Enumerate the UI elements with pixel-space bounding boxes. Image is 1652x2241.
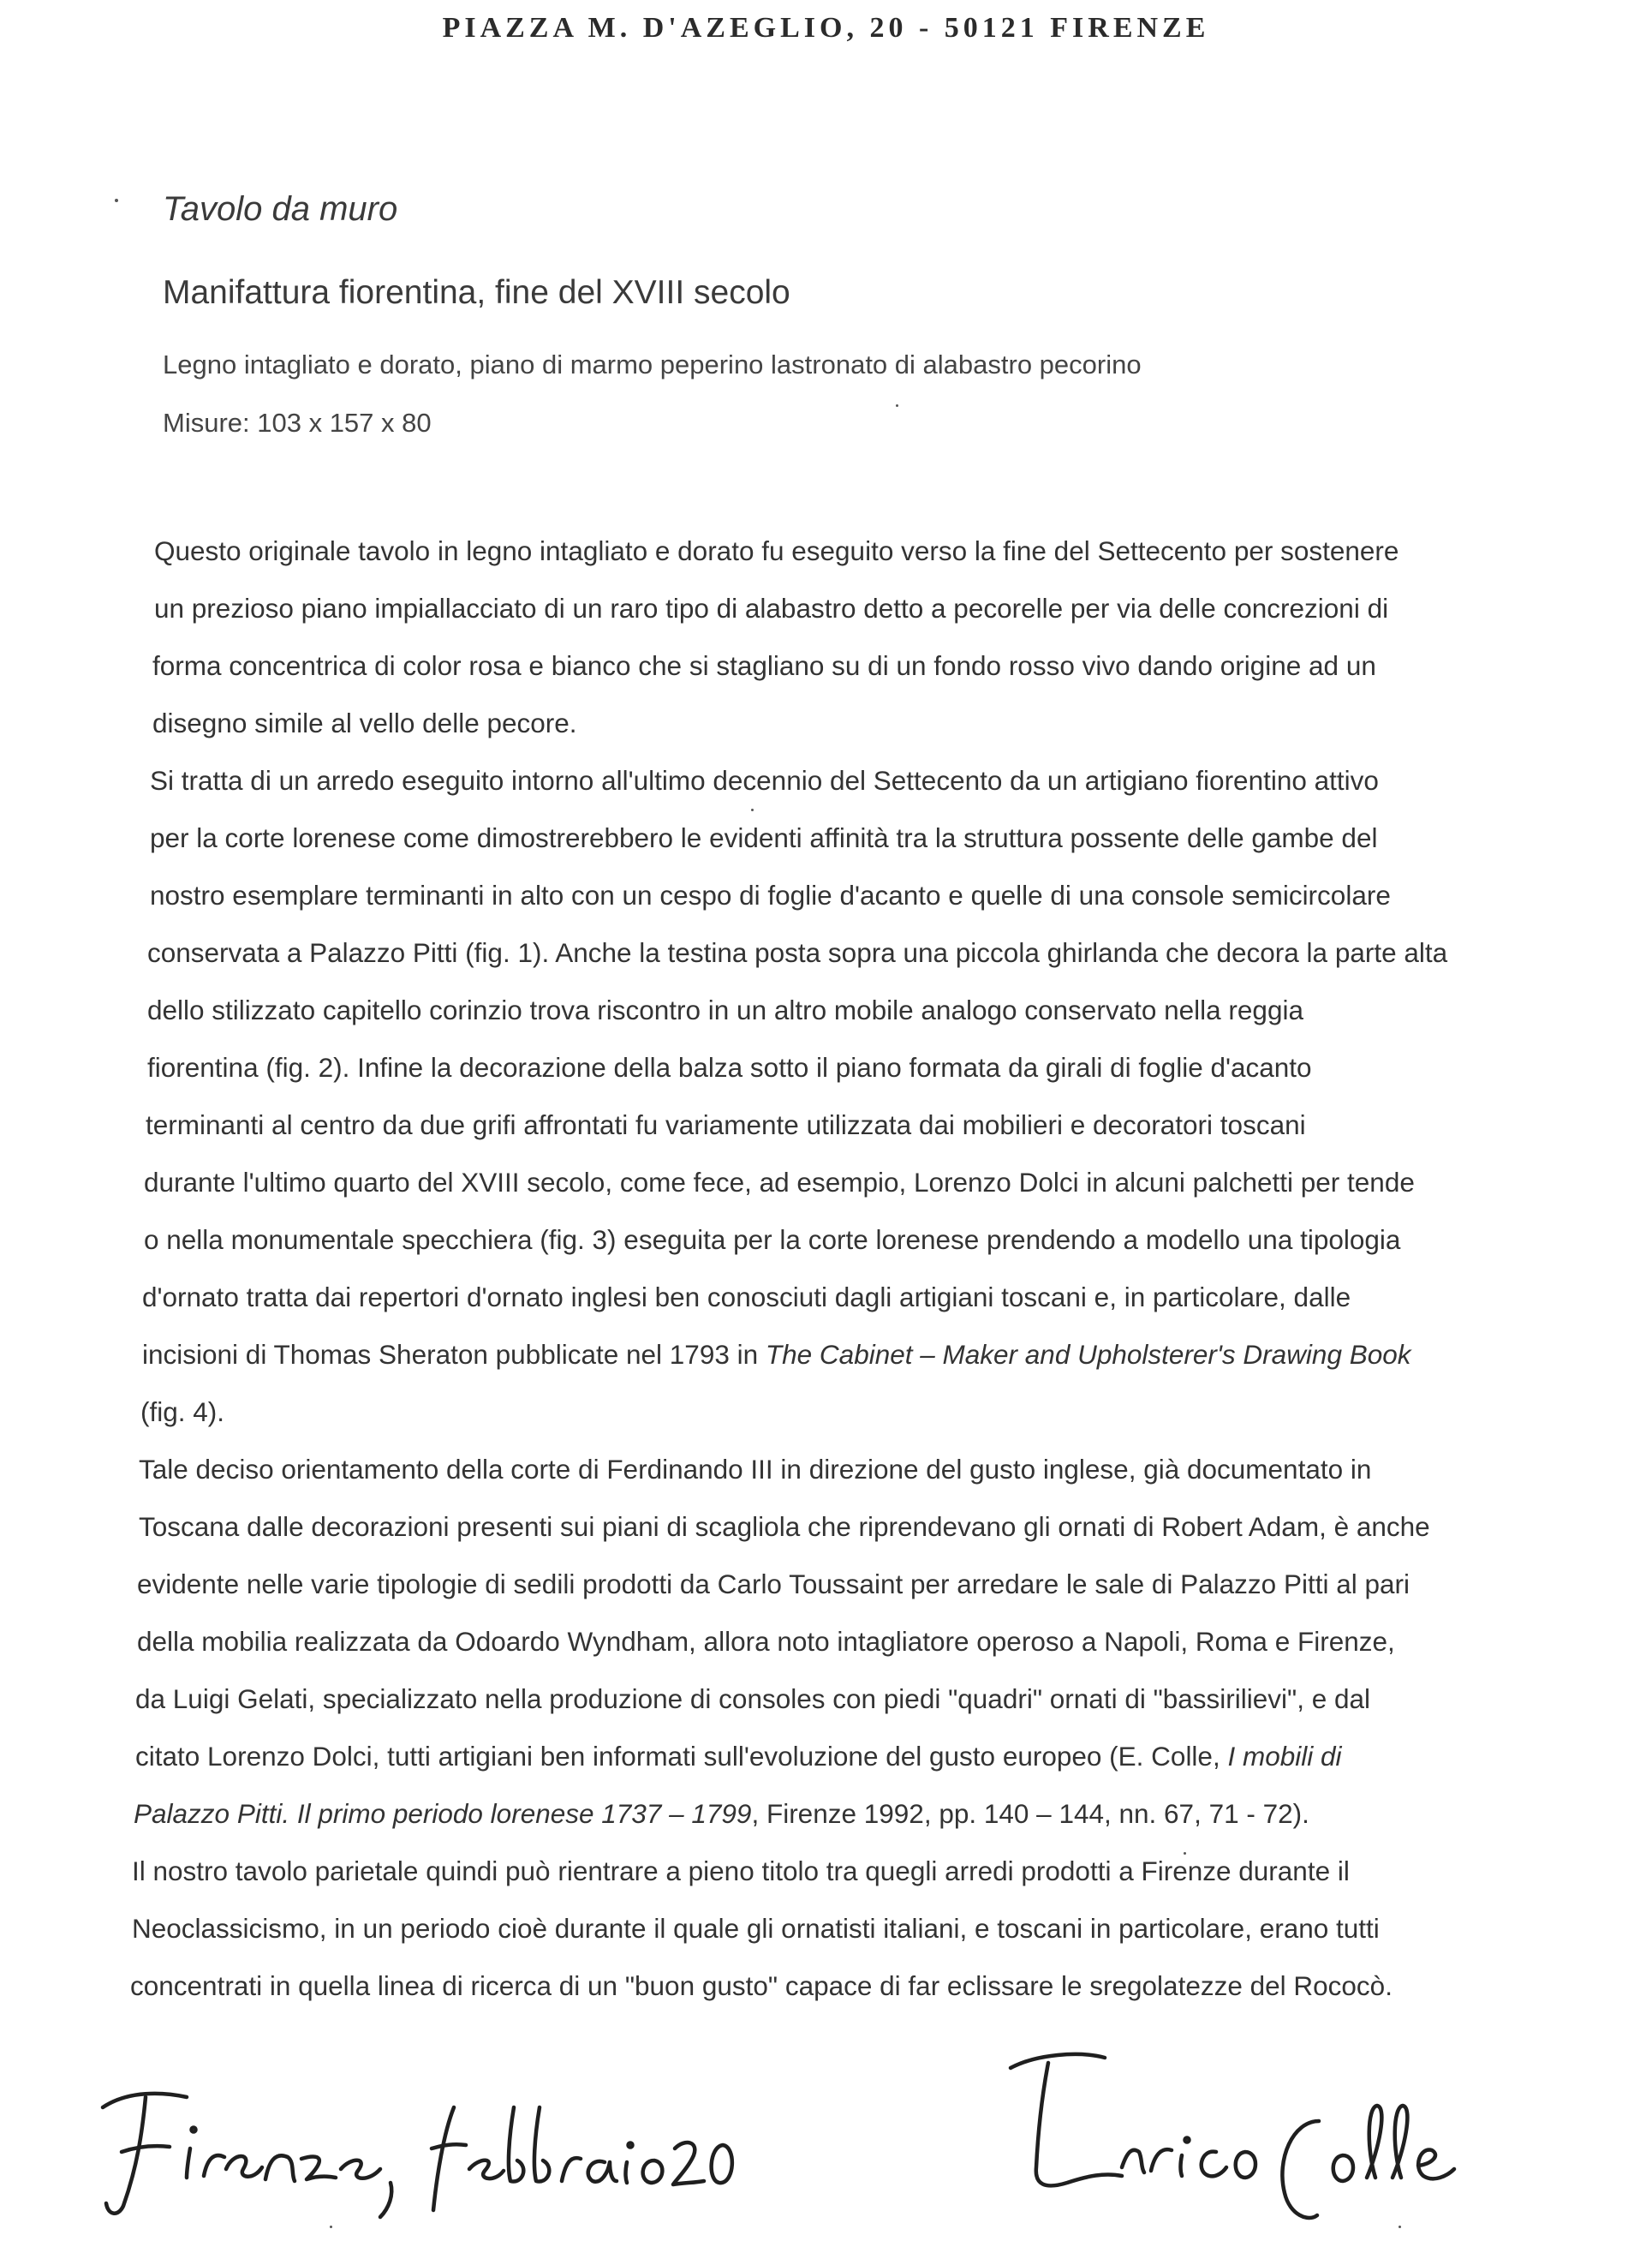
text-line: terminanti al centro da due grifi affrontati fu variamente utilizzata dai mobilieri e decoratori toscani (146, 1109, 1306, 1140)
paragraph-3 (128, 1441, 1533, 1843)
letterhead-address: PIAZZA M. D'AZEGLIO, 20 - 50121 FIRENZE (442, 12, 1210, 44)
text-line: Il nostro tavolo parietale quindi può rientrare a pieno titolo tra quegli arredi prodotti a Firenze durante il (132, 1856, 1350, 1886)
text-line: un prezioso piano impiallacciato di un raro tipo di alabastro detto a pecorelle per via delle concrezioni di (154, 593, 1389, 624)
text-run: incisioni di Thomas Sheraton pubblicate nel 1793 in (142, 1339, 766, 1370)
text-line: fiorentina (fig. 2). Infine la decorazione della balza sotto il piano formata da girali di foglie d'acanto (147, 1052, 1312, 1083)
paragraph-2 (128, 752, 1533, 1441)
text-line: (fig. 4). (140, 1396, 225, 1427)
text-line: durante l'ultimo quarto del XVIII secolo, come fece, ad esempio, Lorenzo Dolci in alcuni palchetti per tende (144, 1167, 1415, 1198)
text-line: d'ornato tratta dai repertori d'ornato inglesi ben conosciuti dagli artigiani toscani e, in particolare, dalle (142, 1282, 1351, 1312)
text-line (128, 1326, 1533, 1383)
text-line: concentrati in quella linea di ricerca di un "buon gusto" capace di far eclissare le sregolatezze del Rococò. (130, 1970, 1393, 2001)
text-line: per la corte lorenese come dimostrerebbero le evidenti affinità tra la struttura possente delle gambe del (150, 822, 1378, 853)
scan-speck (896, 404, 898, 407)
text-line: dello stilizzato capitello corinzio trova riscontro in un altro mobile analogo conservato nella reggia (147, 995, 1303, 1025)
text-line: conservata a Palazzo Pitti (fig. 1). Anche la testina posta sopra una piccola ghirlanda che decora la parte alta (147, 937, 1448, 968)
text-line (128, 1785, 1533, 1843)
essay-body (128, 523, 1533, 2015)
text-line: Questo originale tavolo in legno intagliato e dorato fu eseguito verso la fine del Settecento per sostenere (154, 535, 1399, 566)
item-origin: Manifattura fiorentina, fine del XVIII secolo (163, 274, 790, 311)
handwritten-place-date (86, 2056, 771, 2227)
book-title: Palazzo Pitti. Il primo periodo lorenese 1737 – 1799 (134, 1798, 752, 1829)
book-title: I mobili di (1227, 1741, 1342, 1772)
text-line: Si tratta di un arredo eseguito intorno all'ultimo decennio del Settecento da un artigiano fiorentino attivo (150, 765, 1379, 796)
text-line: della mobilia realizzata da Odoardo Wyndham, allora noto intagliatore operoso a Napoli, Roma e Firenze, (137, 1626, 1395, 1657)
item-material: Legno intagliato e dorato, piano di marmo peperino lastronato di alabastro pecorino (163, 350, 1142, 379)
text-line: Tale deciso orientamento della corte di Ferdinando III in direzione del gusto inglese, già documentato in (139, 1454, 1372, 1485)
text-line: Toscana dalle decorazioni presenti sui piani di scagliola che riprendevano gli ornati di Robert Adam, è anche (139, 1511, 1430, 1542)
text-line: nostro esemplare terminanti in alto con un cespo di foglie d'acanto e quelle di una console semicircolare (150, 880, 1391, 911)
text-line: o nella monumentale specchiera (fig. 3) eseguita per la corte lorenese prendendo a modello una tipologia (144, 1224, 1401, 1255)
paragraph-4 (128, 1843, 1533, 2015)
text-run: citato Lorenzo Dolci, tutti artigiani ben informati sull'evoluzione del gusto europeo (E. Colle, (135, 1741, 1228, 1772)
scan-speck (115, 199, 118, 202)
text-run: , Firenze 1992, pp. 140 – 144, nn. 67, 71 - 72). (751, 1798, 1309, 1829)
item-title: Tavolo da muro (163, 190, 398, 228)
handwritten-place-date-year-end (754, 2133, 788, 2202)
text-line: disegno simile al vello delle pecore. (152, 708, 577, 738)
text-line (128, 1728, 1533, 1785)
book-title: The Cabinet – Maker and Upholsterer's Drawing Book (765, 1339, 1411, 1370)
paragraph-1 (128, 523, 1533, 752)
item-dimensions: Misure: 103 x 157 x 80 (163, 408, 432, 438)
text-line: Neoclassicismo, in un periodo cioè durante il quale gli ornatisti italiani, e toscani in particolare, erano tutti (132, 1913, 1380, 1944)
text-line: forma concentrica di color rosa e bianco che si stagliano su di un fondo rosso vivo dando origine ad un (152, 650, 1376, 681)
text-line: da Luigi Gelati, specializzato nella produzione di consoles con piedi "quadri" ornati di "bassirilievi", e dal (135, 1683, 1371, 1714)
text-line: evidente nelle varie tipologie di sedili prodotti da Carlo Toussaint per arredare le sale di Palazzo Pitti al pari (137, 1569, 1410, 1599)
signature-enrico-colle (985, 2039, 1464, 2241)
